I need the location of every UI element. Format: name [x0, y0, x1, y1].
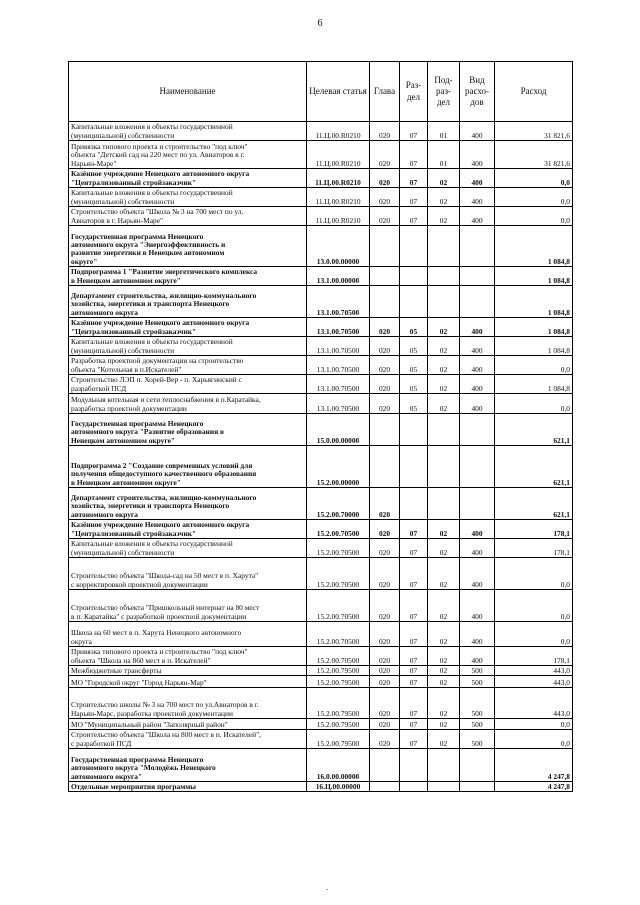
row-subsection: 02 — [428, 337, 460, 356]
row-section — [400, 446, 428, 488]
row-subsection: 02 — [428, 375, 460, 394]
table-row — [69, 169, 573, 188]
table-row — [69, 414, 573, 446]
row-amount: 443,0 — [495, 676, 573, 688]
row-chapter: 020 — [370, 141, 400, 169]
row-name: Капитальные вложения в объекты государственной (муниципальной) собственности — [69, 188, 307, 207]
row-subsection: 01 — [428, 141, 460, 169]
table-row — [69, 622, 573, 647]
row-article: 13.1.00.70500 — [307, 356, 370, 375]
row-chapter: 020 — [370, 676, 400, 688]
row-subsection: 02 — [428, 688, 460, 719]
row-expense-type: 400 — [460, 169, 495, 188]
row-chapter: 020 — [370, 730, 400, 749]
row-chapter: 020 — [370, 539, 400, 558]
page-number: 6 — [317, 18, 323, 29]
row-name: Строительство ЛЭП п. Хорей-Вер - п. Харьягинский с разработкой ПСД — [69, 375, 307, 394]
row-amount: 0,0 — [495, 590, 573, 622]
row-section: 07 — [400, 666, 428, 676]
row-section — [400, 749, 428, 782]
row-subsection: 02 — [428, 719, 460, 730]
row-expense-type: 400 — [460, 622, 495, 647]
budget-table — [68, 61, 573, 792]
row-expense-type: 400 — [460, 337, 495, 356]
row-section: 07 — [400, 647, 428, 666]
row-amount: 621,1 — [495, 488, 573, 520]
table-row — [69, 539, 573, 558]
row-amount: 4 247,8 — [495, 782, 573, 792]
row-amount: 1 084,8 — [495, 226, 573, 267]
row-expense-type — [460, 267, 495, 286]
row-section: 07 — [400, 169, 428, 188]
row-subsection: 02 — [428, 520, 460, 539]
row-name: Казённое учреждение Ненецкого автономного округа "Централизованный стройзаказчик" — [69, 318, 307, 337]
row-subsection: 02 — [428, 590, 460, 622]
row-name: Подпрограмма 2 "Создание современных условий для получения общедоступного качественного образования в Ненецком автономном округе" — [69, 446, 307, 488]
row-section — [400, 488, 428, 520]
row-name: Строительство школы № 3 на 700 мест по ул.Авиаторов в г. Нарьян-Марс, разработка проектной документации — [69, 688, 307, 719]
row-name: Казённое учреждение Ненецкого автономного округа "Централизованный стройзаказчик" — [69, 520, 307, 539]
table-row — [69, 719, 573, 730]
row-name: Строительство объекта "Пришкольный интернат на 80 мест в п. Каратайка" с разработкой проектной документации — [69, 590, 307, 622]
row-name: Привязка типового проекта и строительство "под ключ" объекта "Детский сад на 220 мест по ул. Авиаторов в г. Нарьян-Маре" — [69, 141, 307, 169]
row-article: 11.Ц.00.R0210 — [307, 141, 370, 169]
row-amount: 1 084,8 — [495, 286, 573, 318]
row-name: Департамент строительства, жилищно-коммунального хозяйства, энергетики и транспорта Ненецкого автономного округа — [69, 488, 307, 520]
row-chapter: 020 — [370, 520, 400, 539]
row-expense-type: 400 — [460, 539, 495, 558]
row-subsection — [428, 782, 460, 792]
row-section: 05 — [400, 337, 428, 356]
row-subsection — [428, 749, 460, 782]
table-row — [69, 749, 573, 782]
row-article: 11.Ц.00.R0210 — [307, 207, 370, 226]
table-row — [69, 666, 573, 676]
row-subsection — [428, 488, 460, 520]
row-subsection: 02 — [428, 394, 460, 414]
row-name: Привязка типового проекта и строительство "под ключ" объекта "Школа на 860 мест в п. Искателей" — [69, 647, 307, 666]
row-name: Капитальные вложения в объекты государственной (муниципальной) собственности — [69, 337, 307, 356]
row-section — [400, 414, 428, 446]
row-subsection — [428, 286, 460, 318]
row-expense-type: 400 — [460, 356, 495, 375]
row-subsection — [428, 267, 460, 286]
row-section: 05 — [400, 394, 428, 414]
row-section: 07 — [400, 730, 428, 749]
row-amount: 0,0 — [495, 719, 573, 730]
row-article: 15.0.00.00000 — [307, 414, 370, 446]
row-expense-type: 400 — [460, 318, 495, 337]
row-amount: 0,0 — [495, 356, 573, 375]
row-amount: 0,0 — [495, 558, 573, 590]
row-section: 07 — [400, 590, 428, 622]
table-row — [69, 226, 573, 267]
row-name: Казённое учреждение Ненецкого автономного округа "Централизованный стройзаказчик" — [69, 169, 307, 188]
row-expense-type: 500 — [460, 688, 495, 719]
row-expense-type: 400 — [460, 188, 495, 207]
table-row — [69, 286, 573, 318]
row-name: Капитальные вложения в объекты государственной (муниципальной) собственности — [69, 122, 307, 141]
row-name: Модульная котельная и сети теплоснабжения в п.Каратайка, разработка проектной документации — [69, 394, 307, 414]
row-article: 13.1.00.00000 — [307, 267, 370, 286]
row-article: 15.2.00.79500 — [307, 666, 370, 676]
row-chapter: 020 — [370, 356, 400, 375]
row-amount: 0,0 — [495, 622, 573, 647]
row-subsection: 02 — [428, 318, 460, 337]
row-article: 16.Ц.00.00000 — [307, 782, 370, 792]
row-article: 13.1.00.70500 — [307, 337, 370, 356]
table-row — [69, 394, 573, 414]
row-chapter: 020 — [370, 647, 400, 666]
row-article: 11.Ц.00.R0210 — [307, 188, 370, 207]
row-expense-type — [460, 446, 495, 488]
header-subsection: Под- раз- дел — [428, 62, 460, 122]
row-section: 07 — [400, 188, 428, 207]
row-expense-type: 500 — [460, 666, 495, 676]
row-name: Капитальные вложения в объекты государственной (муниципальной) собственности — [69, 539, 307, 558]
row-amount: 31 821,6 — [495, 141, 573, 169]
row-chapter: 020 — [370, 622, 400, 647]
row-name: МО "Городской округ "Город Нарьян-Мар" — [69, 676, 307, 688]
row-expense-type — [460, 782, 495, 792]
row-name: МО "Муниципальный район "Заполярный район" — [69, 719, 307, 730]
row-expense-type: 500 — [460, 676, 495, 688]
row-chapter — [370, 226, 400, 267]
row-chapter: 020 — [370, 688, 400, 719]
row-name: Государственная программа Ненецкого автономного округа "Молодёжь Ненецкого автономного округа" — [69, 749, 307, 782]
header-expense-type: Вид расхо- дов — [460, 62, 495, 122]
row-section: 07 — [400, 207, 428, 226]
row-article: 15.2.00.79500 — [307, 730, 370, 749]
table-row — [69, 558, 573, 590]
row-subsection: 02 — [428, 622, 460, 647]
row-chapter: 020 — [370, 375, 400, 394]
row-article: 16.0.00.00000 — [307, 749, 370, 782]
row-expense-type — [460, 286, 495, 318]
row-subsection: 02 — [428, 666, 460, 676]
row-expense-type: 400 — [460, 141, 495, 169]
table-row — [69, 375, 573, 394]
row-subsection: 02 — [428, 730, 460, 749]
row-expense-type: 400 — [460, 207, 495, 226]
row-expense-type: 400 — [460, 647, 495, 666]
row-article: 15.2.00.70500 — [307, 539, 370, 558]
header-amount: Расход — [495, 62, 573, 122]
row-chapter: 020 — [370, 169, 400, 188]
table-row — [69, 782, 573, 792]
row-section: 07 — [400, 719, 428, 730]
table-row — [69, 356, 573, 375]
row-chapter — [370, 749, 400, 782]
row-chapter: 020 — [370, 318, 400, 337]
table-row — [69, 590, 573, 622]
row-name: Строительство объекта "Школа № 3 на 700 мест по ул. Авиаторов в г. Нарьян-Маре" — [69, 207, 307, 226]
header-name: Наименование — [69, 62, 307, 122]
row-expense-type: 400 — [460, 394, 495, 414]
row-subsection: 01 — [428, 122, 460, 141]
row-chapter — [370, 446, 400, 488]
row-article: 13.1.00.70500 — [307, 318, 370, 337]
row-amount: 0,0 — [495, 730, 573, 749]
row-subsection: 02 — [428, 207, 460, 226]
header-section: Раз- дел — [400, 62, 428, 122]
row-amount: 178,1 — [495, 539, 573, 558]
row-article: 15.2.00.70500 — [307, 647, 370, 666]
row-amount: 0,0 — [495, 207, 573, 226]
row-amount: 4 247,8 — [495, 749, 573, 782]
row-subsection: 02 — [428, 676, 460, 688]
row-name: Отдельные мероприятия программы — [69, 782, 307, 792]
row-amount: 621,1 — [495, 414, 573, 446]
row-section: 05 — [400, 375, 428, 394]
row-section: 07 — [400, 622, 428, 647]
row-chapter: 020 — [370, 394, 400, 414]
row-name: Строительство объекта "Школа на 800 мест в п. Искателей", с разработкой ПСД — [69, 730, 307, 749]
row-section — [400, 267, 428, 286]
footer-mark: . — [326, 883, 328, 892]
table-row — [69, 520, 573, 539]
row-expense-type: 500 — [460, 730, 495, 749]
row-section: 07 — [400, 141, 428, 169]
row-amount: 1 084,8 — [495, 267, 573, 286]
row-amount: 178,1 — [495, 520, 573, 539]
row-article: 13.0.00.00000 — [307, 226, 370, 267]
row-amount: 31 821,6 — [495, 122, 573, 141]
row-expense-type: 400 — [460, 590, 495, 622]
row-name: Разработка проектной документации на строительство объекта "Котельная в п.Искателей" — [69, 356, 307, 375]
row-name: Департамент строительства, жилищно-коммунального хозяйства, энергетики и транспорта Ненецкого автономного округа — [69, 286, 307, 318]
row-expense-type: 400 — [460, 520, 495, 539]
row-amount: 443,0 — [495, 688, 573, 719]
row-section: 05 — [400, 356, 428, 375]
row-chapter: 020 — [370, 558, 400, 590]
row-amount: 0,0 — [495, 188, 573, 207]
row-chapter: 020 — [370, 719, 400, 730]
table-row — [69, 318, 573, 337]
row-subsection: 02 — [428, 356, 460, 375]
row-article: 15.2.00.70500 — [307, 558, 370, 590]
row-article: 15.2.00.79500 — [307, 688, 370, 719]
table-row — [69, 647, 573, 666]
row-section: 07 — [400, 688, 428, 719]
row-chapter: 020 — [370, 666, 400, 676]
table-row — [69, 488, 573, 520]
row-subsection — [428, 226, 460, 267]
table-row — [69, 688, 573, 719]
row-article: 11.Ц.00.R0210 — [307, 122, 370, 141]
row-chapter — [370, 782, 400, 792]
row-chapter — [370, 414, 400, 446]
row-article: 11.Ц.00.R0210 — [307, 169, 370, 188]
row-expense-type — [460, 414, 495, 446]
row-section — [400, 226, 428, 267]
row-amount: 178,1 — [495, 647, 573, 666]
row-amount: 0,0 — [495, 169, 573, 188]
row-article: 15.2.00.70500 — [307, 520, 370, 539]
table-row — [69, 207, 573, 226]
row-expense-type: 400 — [460, 375, 495, 394]
row-amount: 1 084,8 — [495, 337, 573, 356]
row-section: 07 — [400, 122, 428, 141]
row-name: Межбюджетные трансферты — [69, 666, 307, 676]
row-article: 15.2.00.00000 — [307, 446, 370, 488]
row-section — [400, 782, 428, 792]
row-expense-type — [460, 488, 495, 520]
table-row — [69, 267, 573, 286]
row-chapter: 020 — [370, 207, 400, 226]
row-chapter: 020 — [370, 122, 400, 141]
row-article: 15.2.00.70500 — [307, 590, 370, 622]
row-name: Школа на 60 мест в п. Харута Ненецкого автономного округа — [69, 622, 307, 647]
row-amount: 0,0 — [495, 394, 573, 414]
table-row — [69, 188, 573, 207]
row-subsection: 02 — [428, 169, 460, 188]
row-subsection — [428, 446, 460, 488]
row-article: 13.1.00.70500 — [307, 286, 370, 318]
row-expense-type: 500 — [460, 719, 495, 730]
table-row — [69, 122, 573, 141]
row-article: 15.2.00.79500 — [307, 719, 370, 730]
table-row — [69, 446, 573, 488]
row-chapter — [370, 286, 400, 318]
row-subsection: 02 — [428, 647, 460, 666]
header-article: Целевая статья — [307, 62, 370, 122]
row-section: 07 — [400, 539, 428, 558]
row-expense-type: 400 — [460, 558, 495, 590]
row-chapter: 020 — [370, 188, 400, 207]
row-subsection: 02 — [428, 539, 460, 558]
row-chapter: 020 — [370, 337, 400, 356]
table-row — [69, 730, 573, 749]
row-amount: 1 084,8 — [495, 375, 573, 394]
row-article: 13.1.00.70500 — [307, 375, 370, 394]
table-header-row — [69, 62, 573, 122]
row-subsection: 02 — [428, 188, 460, 207]
row-amount: 621,1 — [495, 446, 573, 488]
row-name: Государственная программа Ненецкого автономного округа "Развитие образования в Ненецком автономном округе" — [69, 414, 307, 446]
row-section — [400, 286, 428, 318]
row-amount: 1 084,8 — [495, 318, 573, 337]
row-article: 13.1.00.70500 — [307, 394, 370, 414]
header-chapter: Глава — [370, 62, 400, 122]
row-subsection — [428, 414, 460, 446]
row-subsection: 02 — [428, 558, 460, 590]
table-row — [69, 337, 573, 356]
row-section: 07 — [400, 520, 428, 539]
row-section: 07 — [400, 676, 428, 688]
row-name: Государственная программа Ненецкого автономного округа "Энергоэффективность и развитие энергетики в Ненецком автономном округе" — [69, 226, 307, 267]
table-body — [69, 122, 573, 792]
row-section: 07 — [400, 558, 428, 590]
row-article: 15.2.00.70500 — [307, 622, 370, 647]
row-article: 15.2.00.79500 — [307, 676, 370, 688]
table-row — [69, 141, 573, 169]
row-chapter: 020 — [370, 488, 400, 520]
row-name: Строительство объекта "Школа-сад на 50 мест в п. Харута" с корректировкой проектной документации — [69, 558, 307, 590]
row-section: 05 — [400, 318, 428, 337]
row-article: 15.2.00.70000 — [307, 488, 370, 520]
row-expense-type — [460, 226, 495, 267]
row-expense-type: 400 — [460, 122, 495, 141]
row-chapter — [370, 267, 400, 286]
row-name: Подпрограмма 1 "Развитие энергетического комплекса в Ненецком автономном округе" — [69, 267, 307, 286]
table-row — [69, 676, 573, 688]
row-chapter: 020 — [370, 590, 400, 622]
row-amount: 443,0 — [495, 666, 573, 676]
row-expense-type — [460, 749, 495, 782]
